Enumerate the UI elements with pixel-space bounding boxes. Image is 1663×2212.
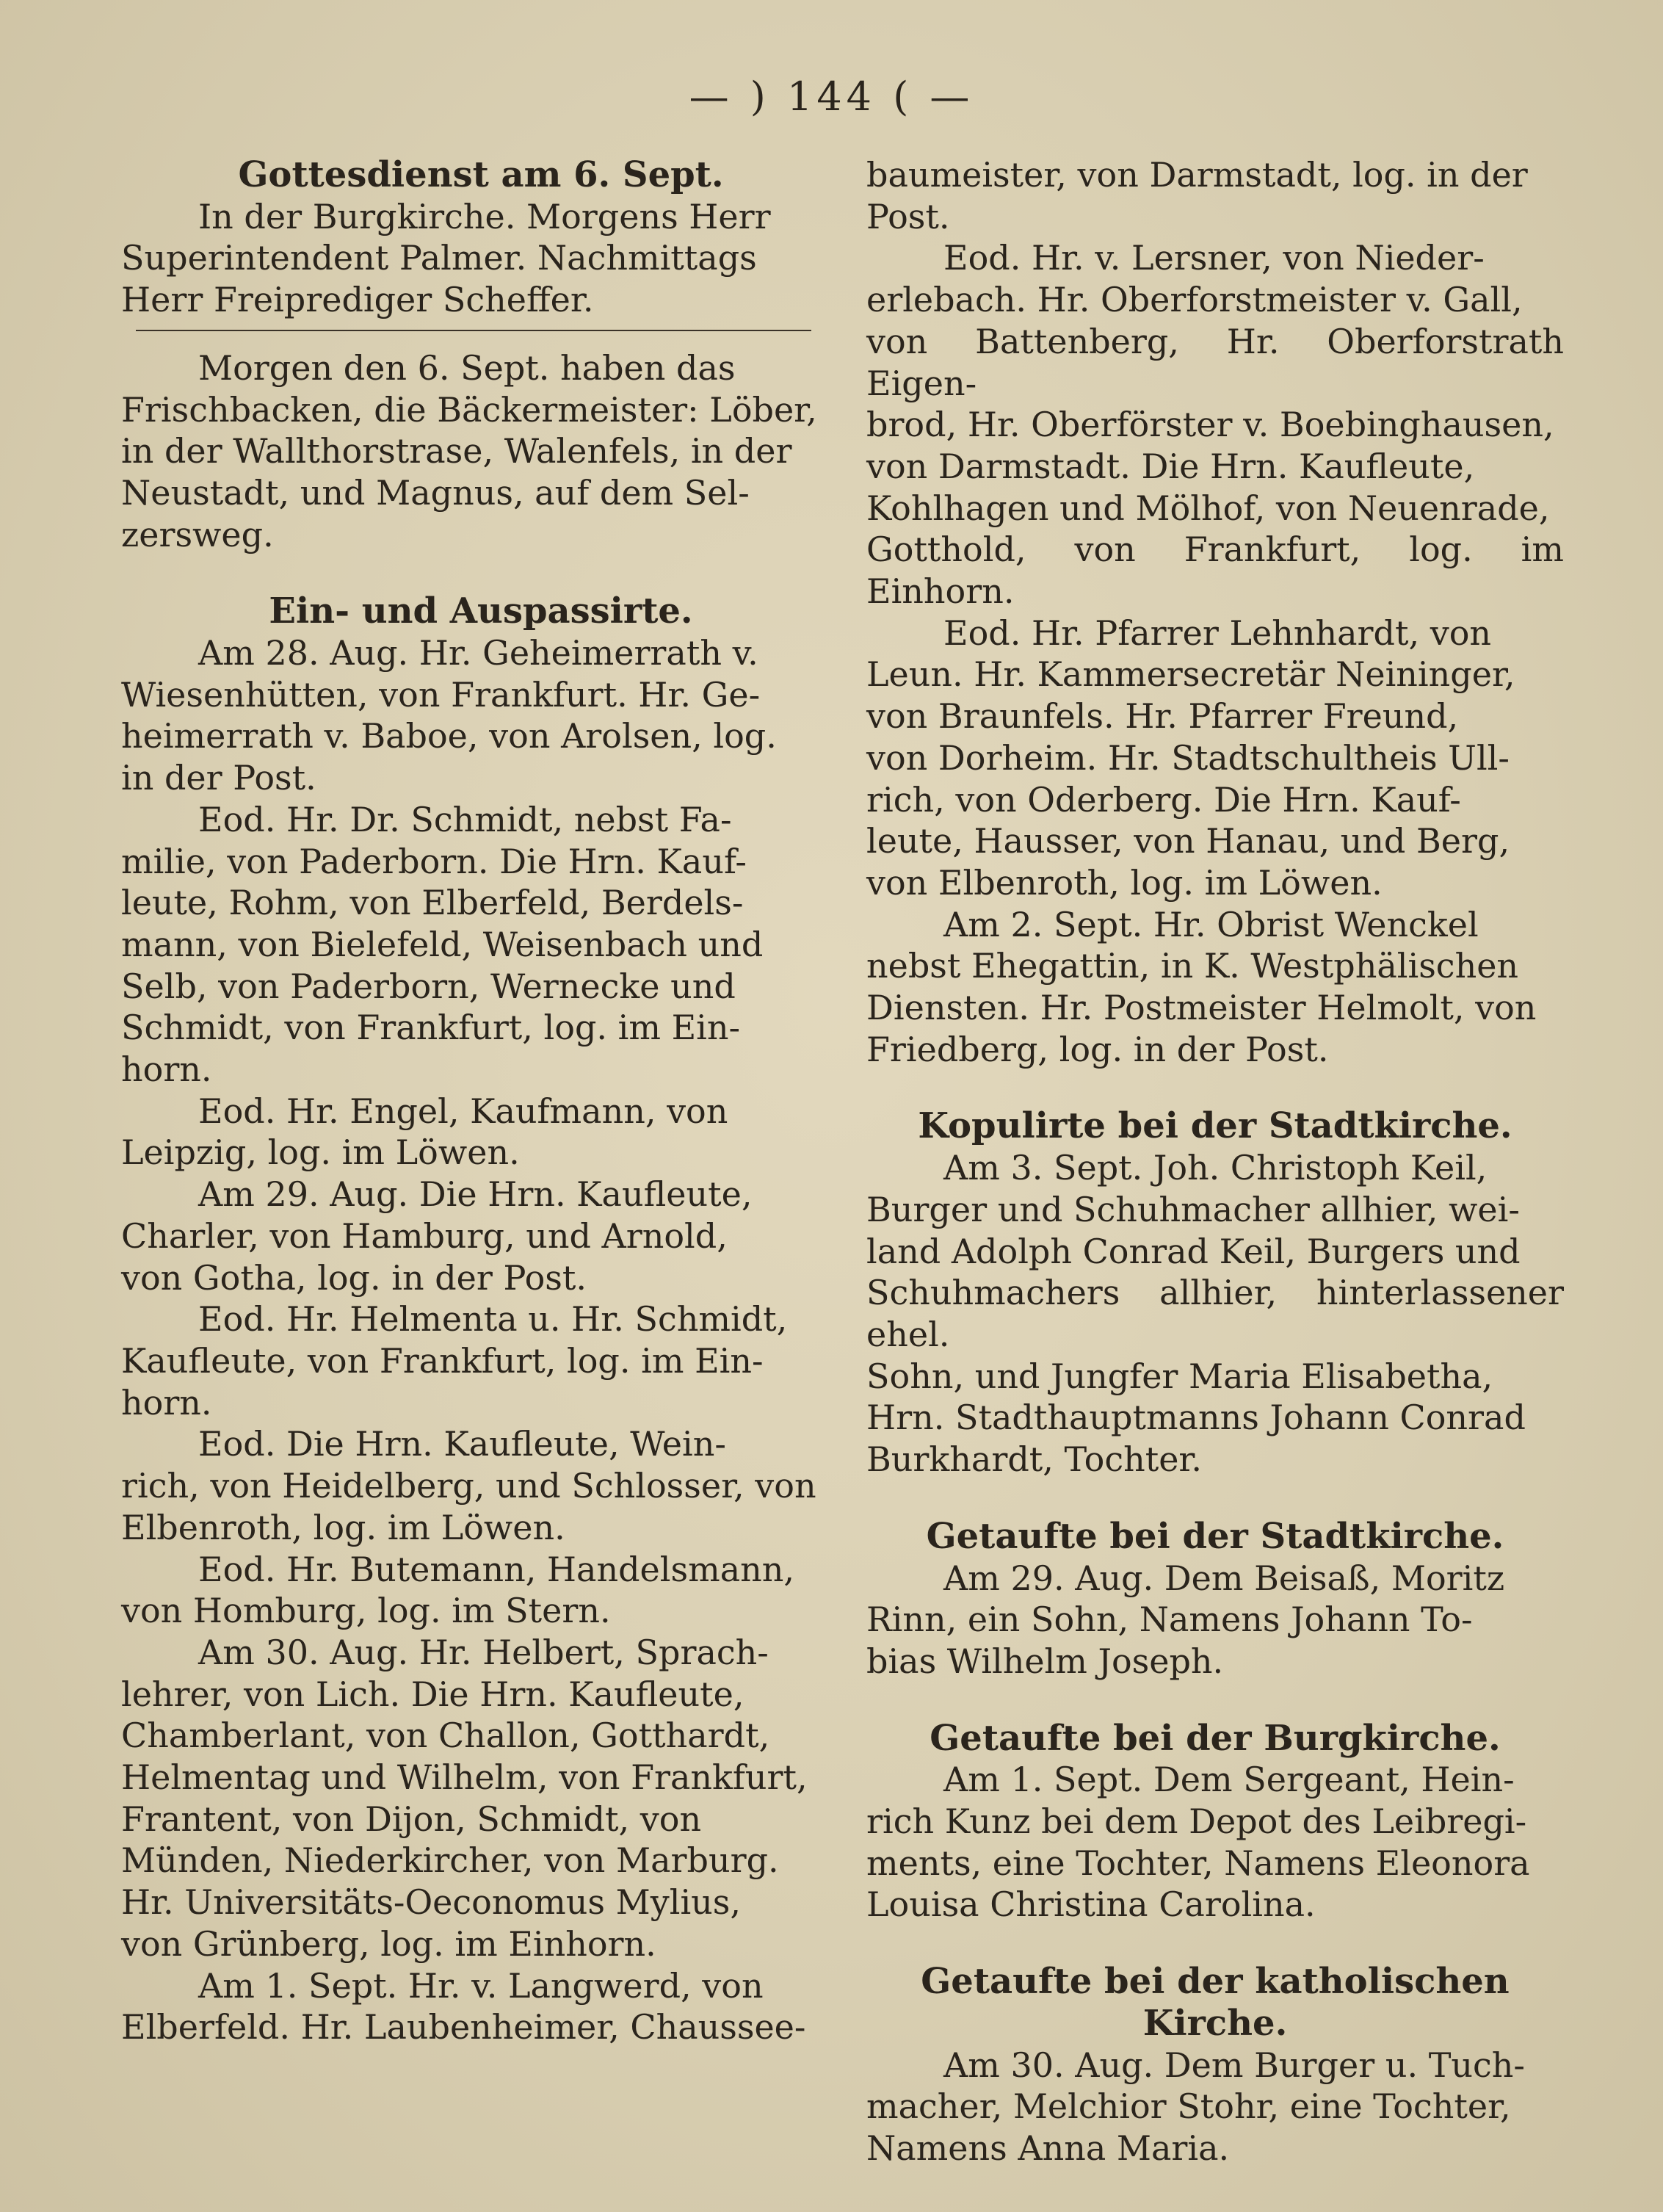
text-line: Elbenroth, log. im Löwen. bbox=[121, 1507, 565, 1547]
text-line: zersweg. bbox=[121, 514, 274, 554]
text-line: in der Wallthorstrase, Walenfels, in der bbox=[121, 431, 792, 471]
text-line: Gotthold, von Frankfurt, log. im Einhorn. bbox=[866, 529, 1564, 612]
text-line: Sohn, und Jungfer Maria Elisabetha, bbox=[866, 1356, 1493, 1396]
text-line: Wiesenhütten, von Frankfurt. Hr. Ge- bbox=[121, 674, 761, 715]
text-line: Schuhmachers allhier, hinterlassener ehel. bbox=[866, 1273, 1564, 1354]
text-line: von Grünberg, log. im Einhorn. bbox=[121, 1923, 656, 1964]
text-line: Eod. Hr. Engel, Kaufmann, von bbox=[198, 1091, 728, 1131]
text-line: Friedberg, log. in der Post. bbox=[866, 1029, 1329, 1069]
text-line: Am 1. Sept. Dem Sergeant, Hein- bbox=[943, 1760, 1515, 1800]
text-line: Am 30. Aug. Dem Burger u. Tuch- bbox=[943, 2045, 1525, 2085]
text-line: Elberfeld. Hr. Laubenheimer, Chaussee- bbox=[121, 2007, 806, 2047]
text-line: Am 28. Aug. Hr. Geheimerrath v. bbox=[198, 633, 758, 673]
text-line: Leipzig, log. im Löwen. bbox=[121, 1132, 520, 1173]
text-line: Morgen den 6. Sept. haben das bbox=[198, 347, 736, 388]
getaufte-burgkirche-list bbox=[866, 1759, 1564, 1926]
text-line: Eod. Die Hrn. Kaufleute, Wein- bbox=[198, 1424, 726, 1464]
text-line: brod, Hr. Oberförster v. Boebinghausen, bbox=[866, 405, 1554, 445]
text-line: von Battenberg, Hr. Oberforstrath Eigen- bbox=[866, 321, 1564, 403]
text-line: nebst Ehegattin, in K. Westphälischen bbox=[866, 946, 1519, 986]
text-line: heimerrath v. Baboe, von Arolsen, log. bbox=[121, 716, 777, 756]
text-line: Eod. Hr. Dr. Schmidt, nebst Fa- bbox=[198, 799, 732, 839]
text-line: mann, von Bielefeld, Weisenbach und bbox=[121, 924, 764, 964]
text-line: Louisa Christina Carolina. bbox=[866, 1884, 1316, 1925]
text-line: Frischbacken, die Bäckermeister: Löber, bbox=[121, 389, 817, 430]
text-line: Rinn, ein Sohn, Namens Johann To- bbox=[866, 1600, 1473, 1640]
text-line: Am 3. Sept. Joh. Christoph Keil, bbox=[943, 1148, 1488, 1188]
text-line: horn. bbox=[121, 1382, 212, 1423]
text-line: Burger und Schuhmacher allhier, wei- bbox=[866, 1189, 1520, 1229]
getaufte-stadtkirche-list bbox=[866, 1558, 1564, 1683]
getaufte-burgkirche-heading: Getaufte bei der Burgkirche. bbox=[930, 1717, 1501, 1759]
text-line: macher, Melchior Stohr, eine Tochter, bbox=[866, 2086, 1511, 2127]
text-line: von Gotha, log. in der Post. bbox=[121, 1257, 587, 1298]
text-line: leute, Rohm, von Elberfeld, Berdels- bbox=[121, 883, 744, 923]
kopulirte-list bbox=[866, 1147, 1564, 1481]
text-line: Diensten. Hr. Postmeister Helmolt, von bbox=[866, 988, 1537, 1028]
text-line: leute, Hausser, von Hanau, und Berg, bbox=[866, 821, 1510, 861]
section-divider bbox=[136, 330, 811, 331]
kopulirte-heading: Kopulirte bei der Stadtkirche. bbox=[918, 1105, 1512, 1147]
text-line: Münden, Niederkircher, von Marburg. bbox=[121, 1840, 779, 1881]
text-line: Chamberlant, von Challon, Gotthardt, bbox=[121, 1716, 770, 1756]
text-line: ments, eine Tochter, Namens Eleonora bbox=[866, 1843, 1530, 1883]
text-line: horn. bbox=[121, 1049, 212, 1090]
text-line: von Homburg, log. im Stern. bbox=[121, 1591, 611, 1631]
text-line: Superintendent Palmer. Nachmittags bbox=[121, 238, 757, 278]
text-line: von Elbenroth, log. im Löwen. bbox=[866, 862, 1383, 903]
text-line: Hr. Universitäts-Oeconomus Mylius, bbox=[121, 1882, 742, 1923]
text-line: von Darmstadt. Die Hrn. Kaufleute, bbox=[866, 446, 1475, 486]
text-line: Schmidt, von Frankfurt, log. im Ein- bbox=[121, 1008, 741, 1048]
text-line: Am 30. Aug. Hr. Helbert, Sprach- bbox=[198, 1632, 769, 1672]
gottesdienst-heading: Gottesdienst am 6. Sept. bbox=[238, 154, 724, 195]
page-number: — ) 144 ( — bbox=[689, 73, 974, 120]
text-line: Leun. Hr. Kammersecretär Neininger, bbox=[866, 654, 1515, 695]
passirte-list-right bbox=[866, 154, 1564, 1070]
text-line: Post. bbox=[866, 196, 950, 236]
text-line: Herr Freiprediger Scheffer. bbox=[121, 280, 594, 320]
getaufte-katholisch-heading: Getaufte bei der katholischen Kirche. bbox=[921, 1961, 1510, 2044]
text-line: rich, von Heidelberg, und Schlosser, von bbox=[121, 1466, 816, 1506]
text-line: Frantent, von Dijon, Schmidt, von bbox=[121, 1799, 702, 1839]
text-line: Kohlhagen und Mölhof, von Neuenrade, bbox=[866, 488, 1550, 528]
text-line: Burkhardt, Tochter. bbox=[866, 1439, 1202, 1480]
text-line: Eod. Hr. Pfarrer Lehnhardt, von bbox=[943, 612, 1492, 653]
text-line: lehrer, von Lich. Die Hrn. Kaufleute, bbox=[121, 1674, 744, 1714]
text-line: Eod. Hr. v. Lersner, von Nieder- bbox=[943, 238, 1485, 278]
text-line: Selb, von Paderborn, Wernecke und bbox=[121, 966, 736, 1006]
text-line: land Adolph Conrad Keil, Burgers und bbox=[866, 1231, 1521, 1271]
text-line: bias Wilhelm Joseph. bbox=[866, 1641, 1224, 1681]
text-line: Hrn. Stadthauptmanns Johann Conrad bbox=[866, 1398, 1526, 1438]
text-line: rich Kunz bei dem Depot des Leibregi- bbox=[866, 1801, 1527, 1842]
text-line: Kaufleute, von Frankfurt, log. im Ein- bbox=[121, 1340, 764, 1381]
text-line: erlebach. Hr. Oberforstmeister v. Gall, bbox=[866, 280, 1523, 320]
getaufte-katholisch-list bbox=[866, 2045, 1564, 2169]
text-line: Namens Anna Maria. bbox=[866, 2128, 1230, 2168]
text-line: Am 2. Sept. Hr. Obrist Wenckel bbox=[943, 904, 1479, 944]
text-line: Neustadt, und Magnus, auf dem Sel- bbox=[121, 472, 750, 513]
left-column bbox=[121, 154, 841, 2048]
text-line: Am 1. Sept. Hr. v. Langwerd, von bbox=[198, 1965, 764, 2006]
text-line: Charler, von Hamburg, und Arnold, bbox=[121, 1215, 728, 1256]
text-line: baumeister, von Darmstadt, log. in der bbox=[866, 155, 1528, 195]
right-column bbox=[866, 154, 1564, 2169]
text-line: Am 29. Aug. Dem Beisaß, Moritz bbox=[943, 1558, 1505, 1598]
passirte-heading: Ein- und Auspassirte. bbox=[269, 590, 693, 632]
text-line: rich, von Oderberg. Die Hrn. Kauf- bbox=[866, 779, 1461, 820]
text-line: Helmentag und Wilhelm, von Frankfurt, bbox=[121, 1757, 808, 1798]
text-line: Am 29. Aug. Die Hrn. Kaufleute, bbox=[198, 1174, 753, 1215]
text-line: milie, von Paderborn. Die Hrn. Kauf- bbox=[121, 841, 747, 881]
text-line: In der Burgkirche. Morgens Herr bbox=[198, 196, 771, 236]
text-line: in der Post. bbox=[121, 758, 316, 798]
passirte-list-left bbox=[121, 632, 841, 2048]
text-line: von Dorheim. Hr. Stadtschultheis Ull- bbox=[866, 737, 1510, 778]
text-line: Eod. Hr. Butemann, Handelsmann, bbox=[198, 1549, 795, 1589]
getaufte-stadtkirche-heading: Getaufte bei der Stadtkirche. bbox=[926, 1515, 1504, 1557]
text-line: Eod. Hr. Helmenta u. Hr. Schmidt, bbox=[198, 1299, 788, 1340]
text-line: von Braunfels. Hr. Pfarrer Freund, bbox=[866, 696, 1459, 737]
